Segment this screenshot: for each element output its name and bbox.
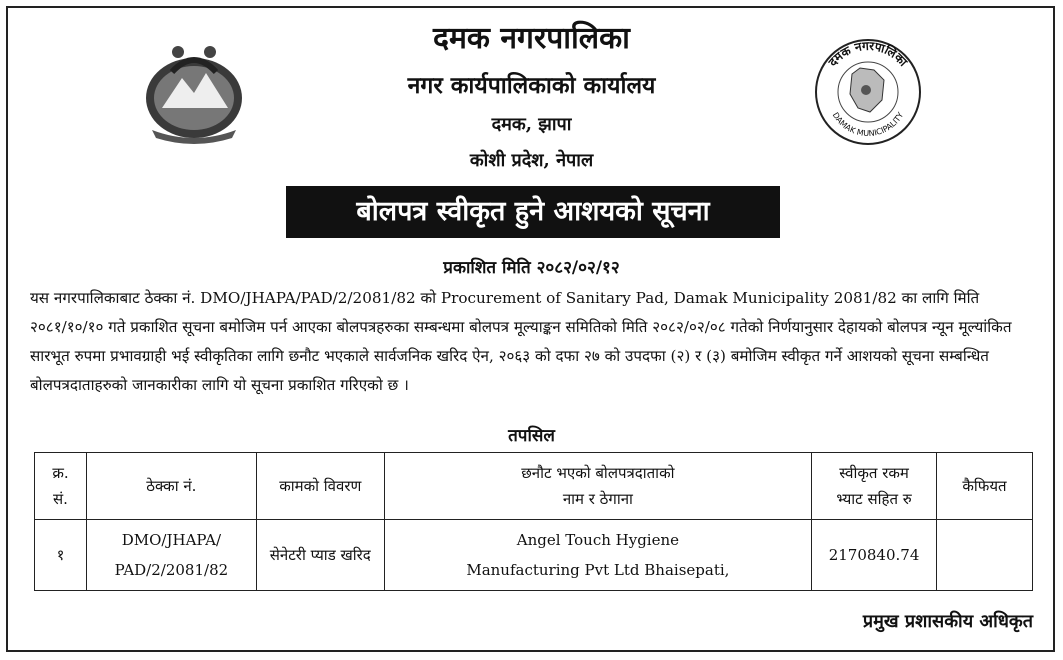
office-location: दमक, झापा <box>491 114 572 135</box>
svg-text:दमक नगरपालिका: दमक नगरपालिका <box>825 38 911 70</box>
published-date: प्रकाशित मिति २०८२/०२/१२ <box>443 258 620 278</box>
cell-serial: १ <box>35 520 87 591</box>
cell-bidder: Angel Touch Hygiene Manufacturing Pvt Ltd Bhaisepati, <box>384 520 811 591</box>
table-header-row <box>35 453 1033 520</box>
header-remarks: कैफियत <box>937 453 1033 520</box>
office-name: नगर कार्यपालिकाको कार्यालय <box>407 72 656 99</box>
schedule-table <box>34 452 1033 591</box>
header-description: कामको विवरण <box>256 453 384 520</box>
cell-contract-no: DMO/JHAPA/ PAD/2/2081/82 <box>86 520 256 591</box>
header-bidder: छनौट भएको बोलपत्रदाताको नाम र ठेगाना <box>384 453 811 520</box>
notice-title: बोलपत्र स्वीकृत हुने आशयको सूचना <box>286 186 780 238</box>
notice-paragraph: यस नगरपालिकाबाट ठेक्का नं. DMO/JHAPA/PAD/2/2081/82 को Procurement of Sanitary Pad, Damak Municipality 2081/82 का लागि मिति २०८१/१०/१० गते प्रकाशित सूचना बमोजिम पर्न आएका बोलपत्रहरुका सम्बन्धमा बोलपत्र मूल्याङ्कन समितिको मिति २०८२/०२/०८ गतेको निर्णयानुसार देहायको बोलपत्र न्यून मूल्यांकित सारभूत रुपमा प्रभावग्राही भई स्वीकृतिका लागि छनौट भएकाले सार्वजनिक खरिद ऐन, २०६३ को दफा २७ को उपदफा (२) र (३) बमोजिम स्वीकृत गर्ने आशयको सूचना सम्बन्धित बोलपत्रदाताहरुको जानकारीका लागि यो सूचना प्रकाशित गरिएको छ । <box>30 289 1012 394</box>
cell-amount: 2170840.74 <box>812 520 937 591</box>
notice-body <box>30 284 1042 400</box>
header-serial: क्र. सं. <box>35 453 87 520</box>
cell-remarks <box>937 520 1033 591</box>
header-amount: स्वीकृत रकम भ्याट सहित रु <box>812 453 937 520</box>
header-contract-no: ठेक्का नं. <box>86 453 256 520</box>
signatory-title: प्रमुख प्रशासकीय अधिकृत <box>862 611 1033 632</box>
municipality-name: दमक नगरपालिका <box>433 21 630 56</box>
svg-text:DAMAK MUNICIPALITY: DAMAK MUNICIPALITY <box>830 110 906 139</box>
table-row <box>35 520 1033 591</box>
cell-description: सेनेटरी प्याड खरिद <box>256 520 384 591</box>
office-province: कोशी प्रदेश, नेपाल <box>469 150 594 171</box>
schedule-title: तपसिल <box>508 426 555 446</box>
